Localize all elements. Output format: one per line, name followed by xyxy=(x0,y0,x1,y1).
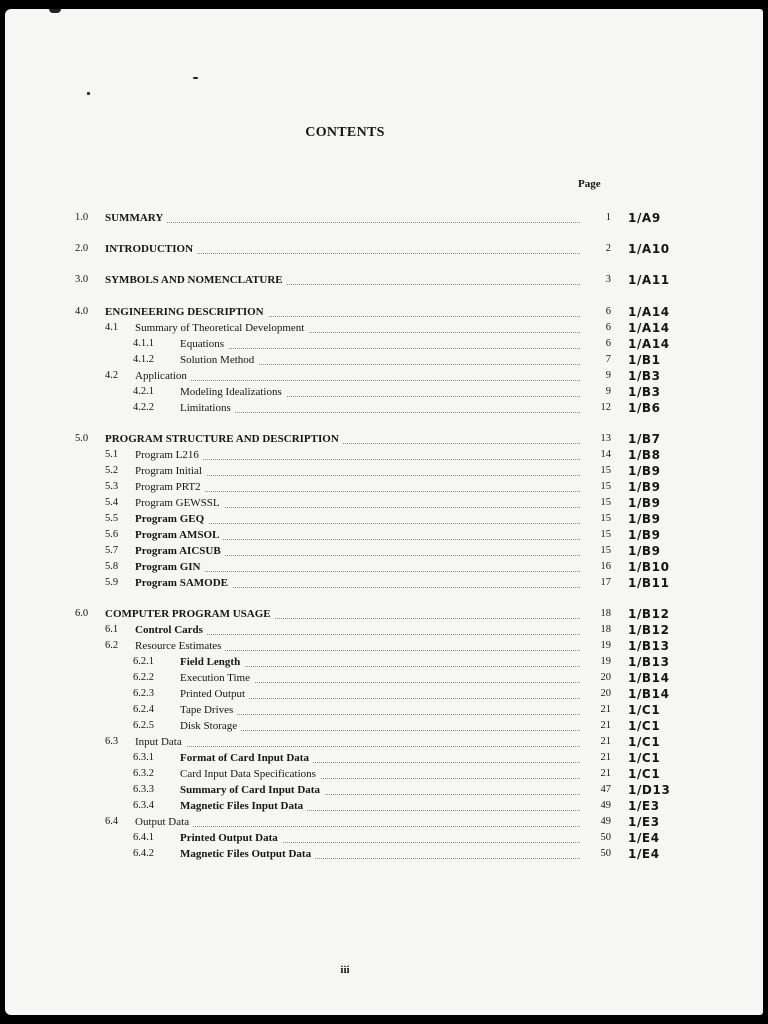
toc-entry-fiche-ref: 1/B14 xyxy=(628,671,670,685)
toc-entry-number: 6.2 xyxy=(105,640,119,651)
toc-entry xyxy=(5,751,763,765)
toc-entry xyxy=(5,464,763,478)
toc-entry-title xyxy=(105,211,580,225)
toc-entry-fiche-ref: 1/A11 xyxy=(628,273,670,287)
toc-entry xyxy=(5,401,763,415)
toc-entry-page: 15 xyxy=(600,465,611,476)
toc-entry xyxy=(5,273,763,287)
toc-entry-title-text: Magnetic Files Input Data xyxy=(180,800,307,812)
toc-entry-page: 9 xyxy=(605,386,611,397)
table-of-contents xyxy=(5,9,763,1015)
toc-entry-page: 6 xyxy=(605,322,611,333)
dot-leader xyxy=(135,745,580,747)
toc-entry-title-text: Program SAMODE xyxy=(135,577,232,589)
dot-leader xyxy=(135,825,580,827)
toc-entry-title xyxy=(135,464,580,478)
toc-entry-number: 5.4 xyxy=(105,497,119,508)
dot-leader xyxy=(180,411,580,413)
toc-entry-number: 5.7 xyxy=(105,545,119,556)
toc-entry-page: 15 xyxy=(600,481,611,492)
toc-entry-fiche-ref: 1/B1 xyxy=(628,353,661,367)
toc-entry-page: 21 xyxy=(600,736,611,747)
toc-entry-title xyxy=(180,385,580,399)
toc-entry-title xyxy=(180,353,580,367)
toc-entry-page: 20 xyxy=(600,688,611,699)
toc-entry xyxy=(5,211,763,225)
toc-entry-page: 15 xyxy=(600,545,611,556)
toc-entry-title-text: Program PRT2 xyxy=(135,481,205,493)
dot-leader xyxy=(180,347,580,349)
toc-entry-page: 13 xyxy=(600,433,611,444)
toc-entry-number: 6.2.5 xyxy=(133,720,154,731)
toc-entry xyxy=(5,607,763,621)
toc-entry-page: 15 xyxy=(600,497,611,508)
toc-entry-title xyxy=(135,560,580,574)
toc-entry xyxy=(5,847,763,861)
toc-entry-title-text: Input Data xyxy=(135,736,186,748)
toc-entry xyxy=(5,623,763,637)
toc-entry-title-text: INTRODUCTION xyxy=(105,243,197,255)
toc-entry-title-text: Program L216 xyxy=(135,449,203,461)
toc-entry-number: 6.3.3 xyxy=(133,784,154,795)
toc-entry-page: 15 xyxy=(600,529,611,540)
toc-entry-title xyxy=(135,448,580,462)
toc-entry-page: 6 xyxy=(605,338,611,349)
toc-entry-page: 50 xyxy=(600,832,611,843)
toc-entry-page: 16 xyxy=(600,561,611,572)
toc-entry-fiche-ref: 1/B13 xyxy=(628,639,670,653)
toc-entry-title-text: Output Data xyxy=(135,816,193,828)
toc-entry-number: 6.1 xyxy=(105,624,119,635)
toc-entry-title-text: Solution Method xyxy=(180,354,258,366)
toc-entry-title-text: Printed Output xyxy=(180,688,249,700)
toc-entry xyxy=(5,576,763,590)
toc-entry-title xyxy=(135,544,580,558)
toc-entry-title xyxy=(105,607,580,621)
toc-entry-page: 6 xyxy=(605,306,611,317)
toc-entry-number: 4.1.1 xyxy=(133,338,154,349)
toc-entry-title-text: ENGINEERING DESCRIPTION xyxy=(105,306,268,318)
toc-entry-title xyxy=(135,576,580,590)
toc-entry-title-text: Program AMSOL xyxy=(135,529,223,541)
toc-entry-title xyxy=(180,655,580,669)
toc-entry xyxy=(5,719,763,733)
toc-entry-title-text: Application xyxy=(135,370,191,382)
toc-entry-number: 6.3.2 xyxy=(133,768,154,779)
dot-leader xyxy=(180,713,580,715)
toc-entry-title xyxy=(180,671,580,685)
toc-entry-number: 5.2 xyxy=(105,465,119,476)
toc-entry-title-text: Program GEQ xyxy=(135,513,208,525)
toc-entry-fiche-ref: 1/B10 xyxy=(628,560,670,574)
toc-entry-fiche-ref: 1/C1 xyxy=(628,703,661,717)
toc-entry-fiche-ref: 1/E3 xyxy=(628,799,660,813)
page-number-footer: iii xyxy=(340,964,350,976)
toc-entry-fiche-ref: 1/B9 xyxy=(628,512,661,526)
toc-entry-title xyxy=(180,719,580,733)
toc-entry-title-text: Printed Output Data xyxy=(180,832,282,844)
toc-entry-title xyxy=(105,305,580,319)
toc-entry-fiche-ref: 1/D13 xyxy=(628,783,671,797)
toc-entry-title-text: PROGRAM STRUCTURE AND DESCRIPTION xyxy=(105,433,343,445)
toc-entry xyxy=(5,831,763,845)
toc-entry-fiche-ref: 1/B3 xyxy=(628,369,661,383)
toc-entry-title-text: Limitations xyxy=(180,402,235,414)
toc-entry-page: 21 xyxy=(600,768,611,779)
toc-entry-title-text: SUMMARY xyxy=(105,212,167,224)
toc-entry-fiche-ref: 1/E4 xyxy=(628,831,660,845)
toc-entry-fiche-ref: 1/A10 xyxy=(628,242,670,256)
toc-entry xyxy=(5,337,763,351)
toc-entry-fiche-ref: 1/B7 xyxy=(628,432,661,446)
toc-entry-fiche-ref: 1/B9 xyxy=(628,544,661,558)
toc-entry-title xyxy=(135,512,580,526)
toc-entry xyxy=(5,321,763,335)
toc-entry-page: 21 xyxy=(600,704,611,715)
toc-entry xyxy=(5,639,763,653)
toc-entry-page: 17 xyxy=(600,577,611,588)
toc-entry xyxy=(5,815,763,829)
toc-entry-number: 3.0 xyxy=(75,274,89,285)
toc-entry-number: 2.0 xyxy=(75,243,89,254)
toc-entry-title xyxy=(105,273,580,287)
document-page xyxy=(5,9,763,1015)
toc-entry-number: 5.3 xyxy=(105,481,119,492)
toc-entry-title-text: Program Initial xyxy=(135,465,206,477)
toc-entry-fiche-ref: 1/B9 xyxy=(628,464,661,478)
toc-entry-number: 5.5 xyxy=(105,513,119,524)
toc-entry xyxy=(5,369,763,383)
toc-entry-number: 4.2.2 xyxy=(133,402,154,413)
toc-entry-number: 5.1 xyxy=(105,449,119,460)
toc-entry-page: 9 xyxy=(605,370,611,381)
toc-entry-page: 1 xyxy=(605,212,611,223)
toc-entry xyxy=(5,703,763,717)
toc-entry-title xyxy=(135,480,580,494)
toc-entry-page: 14 xyxy=(600,449,611,460)
dot-leader xyxy=(135,379,580,381)
toc-entry xyxy=(5,432,763,446)
toc-entry-page: 19 xyxy=(600,640,611,651)
toc-entry-title xyxy=(180,767,580,781)
toc-entry-number: 5.8 xyxy=(105,561,119,572)
toc-entry-fiche-ref: 1/A14 xyxy=(628,305,670,319)
toc-entry-title-text: Control Cards xyxy=(135,624,207,636)
dot-leader xyxy=(105,221,580,223)
toc-entry-title xyxy=(180,751,580,765)
contents-title: CONTENTS xyxy=(305,125,385,140)
toc-entry-title xyxy=(135,528,580,542)
toc-entry-page: 49 xyxy=(600,800,611,811)
toc-entry-title xyxy=(180,831,580,845)
toc-entry-title-text: Resource Estimates xyxy=(135,640,225,652)
toc-entry-title xyxy=(180,687,580,701)
toc-entry-title-text: Program AICSUB xyxy=(135,545,225,557)
toc-entry-number: 6.3.1 xyxy=(133,752,154,763)
toc-entry-fiche-ref: 1/B12 xyxy=(628,623,670,637)
toc-entry-title-text: Card Input Data Specifications xyxy=(180,768,320,780)
toc-entry-title xyxy=(180,799,580,813)
toc-entry-page: 19 xyxy=(600,656,611,667)
toc-entry xyxy=(5,512,763,526)
toc-entry-fiche-ref: 1/B9 xyxy=(628,496,661,510)
toc-entry xyxy=(5,783,763,797)
toc-entry-number: 1.0 xyxy=(75,212,89,223)
toc-entry-title-text: Modeling Idealizations xyxy=(180,386,286,398)
toc-entry xyxy=(5,560,763,574)
toc-entry-fiche-ref: 1/B13 xyxy=(628,655,670,669)
toc-entry-page: 15 xyxy=(600,513,611,524)
toc-entry-page: 47 xyxy=(600,784,611,795)
toc-entry-page: 7 xyxy=(605,354,611,365)
toc-entry-title xyxy=(135,735,580,749)
toc-entry-number: 5.6 xyxy=(105,529,119,540)
toc-entry-fiche-ref: 1/C1 xyxy=(628,751,661,765)
toc-entry-page: 21 xyxy=(600,720,611,731)
toc-entry-title-text: COMPUTER PROGRAM USAGE xyxy=(105,608,275,620)
toc-entry xyxy=(5,353,763,367)
toc-entry-page: 21 xyxy=(600,752,611,763)
toc-entry-title xyxy=(180,337,580,351)
toc-entry-number: 5.9 xyxy=(105,577,119,588)
toc-entry-fiche-ref: 1/B3 xyxy=(628,385,661,399)
toc-entry-fiche-ref: 1/B9 xyxy=(628,528,661,542)
toc-entry-number: 4.2.1 xyxy=(133,386,154,397)
toc-entry-title xyxy=(135,623,580,637)
toc-entry-title xyxy=(135,496,580,510)
toc-entry-title-text: Equations xyxy=(180,338,228,350)
toc-entry-title xyxy=(135,321,580,335)
toc-entry-title-text: Field Length xyxy=(180,656,244,668)
toc-entry-number: 6.4 xyxy=(105,816,119,827)
toc-entry xyxy=(5,496,763,510)
toc-entry-fiche-ref: 1/B14 xyxy=(628,687,670,701)
toc-entry-title-text: Summary of Card Input Data xyxy=(180,784,324,796)
toc-entry-number: 5.0 xyxy=(75,433,89,444)
toc-entry-title xyxy=(135,639,580,653)
toc-entry-page: 20 xyxy=(600,672,611,683)
toc-entry-fiche-ref: 1/A14 xyxy=(628,321,670,335)
toc-entry-number: 6.0 xyxy=(75,608,89,619)
toc-entry-page: 18 xyxy=(600,624,611,635)
toc-entry-number: 6.2.2 xyxy=(133,672,154,683)
toc-entry-fiche-ref: 1/B12 xyxy=(628,607,670,621)
toc-entry-fiche-ref: 1/C1 xyxy=(628,735,661,749)
toc-entry-title xyxy=(135,369,580,383)
toc-entry-title xyxy=(180,847,580,861)
toc-entry-fiche-ref: 1/B8 xyxy=(628,448,661,462)
toc-entry xyxy=(5,799,763,813)
toc-entry xyxy=(5,448,763,462)
toc-entry-title-text: Summary of Theoretical Development xyxy=(135,322,308,334)
toc-entry xyxy=(5,655,763,669)
toc-entry-page: 3 xyxy=(605,274,611,285)
toc-entry-title xyxy=(180,703,580,717)
toc-entry xyxy=(5,528,763,542)
toc-entry-fiche-ref: 1/B11 xyxy=(628,576,670,590)
toc-entry-number: 4.2 xyxy=(105,370,119,381)
toc-entry-page: 50 xyxy=(600,848,611,859)
toc-entry-title-text: Program GIN xyxy=(135,561,204,573)
toc-entry-number: 6.4.1 xyxy=(133,832,154,843)
toc-entry-page: 12 xyxy=(600,402,611,413)
toc-entry-title-text: SYMBOLS AND NOMENCLATURE xyxy=(105,274,287,286)
toc-entry-title xyxy=(135,815,580,829)
toc-entry xyxy=(5,480,763,494)
toc-entry-number: 4.1 xyxy=(105,322,119,333)
toc-entry-title-text: Execution Time xyxy=(180,672,254,684)
toc-entry-number: 6.2.3 xyxy=(133,688,154,699)
toc-entry-number: 6.4.2 xyxy=(133,848,154,859)
toc-entry-number: 6.3 xyxy=(105,736,119,747)
toc-entry-title xyxy=(180,401,580,415)
toc-entry-page: 49 xyxy=(600,816,611,827)
toc-entry-page: 18 xyxy=(600,608,611,619)
toc-entry-title xyxy=(105,242,580,256)
toc-entry-fiche-ref: 1/A9 xyxy=(628,211,661,225)
toc-entry-title-text: Format of Card Input Data xyxy=(180,752,313,764)
toc-entry-title-text: Tape Drives xyxy=(180,704,237,716)
toc-entry-number: 6.2.1 xyxy=(133,656,154,667)
toc-entry xyxy=(5,544,763,558)
toc-entry-title-text: Program GEWSSL xyxy=(135,497,224,509)
toc-entry-title-text: Disk Storage xyxy=(180,720,241,732)
toc-entry-fiche-ref: 1/B6 xyxy=(628,401,661,415)
toc-entry-fiche-ref: 1/E3 xyxy=(628,815,660,829)
toc-entry xyxy=(5,687,763,701)
toc-entry-number: 6.2.4 xyxy=(133,704,154,715)
toc-entry xyxy=(5,671,763,685)
toc-entry-fiche-ref: 1/A14 xyxy=(628,337,670,351)
toc-entry-fiche-ref: 1/C1 xyxy=(628,767,661,781)
toc-entry-title xyxy=(180,783,580,797)
page-column-header: Page xyxy=(578,178,601,190)
toc-entry xyxy=(5,242,763,256)
toc-entry-number: 4.1.2 xyxy=(133,354,154,365)
toc-entry-title xyxy=(105,432,580,446)
toc-entry-fiche-ref: 1/B9 xyxy=(628,480,661,494)
toc-entry-page: 2 xyxy=(605,243,611,254)
toc-entry xyxy=(5,735,763,749)
toc-entry xyxy=(5,305,763,319)
toc-entry-number: 6.3.4 xyxy=(133,800,154,811)
toc-entry-fiche-ref: 1/C1 xyxy=(628,719,661,733)
toc-entry xyxy=(5,767,763,781)
toc-entry-fiche-ref: 1/E4 xyxy=(628,847,660,861)
toc-entry-title-text: Magnetic Files Output Data xyxy=(180,848,315,860)
toc-entry-number: 4.0 xyxy=(75,306,89,317)
toc-entry xyxy=(5,385,763,399)
